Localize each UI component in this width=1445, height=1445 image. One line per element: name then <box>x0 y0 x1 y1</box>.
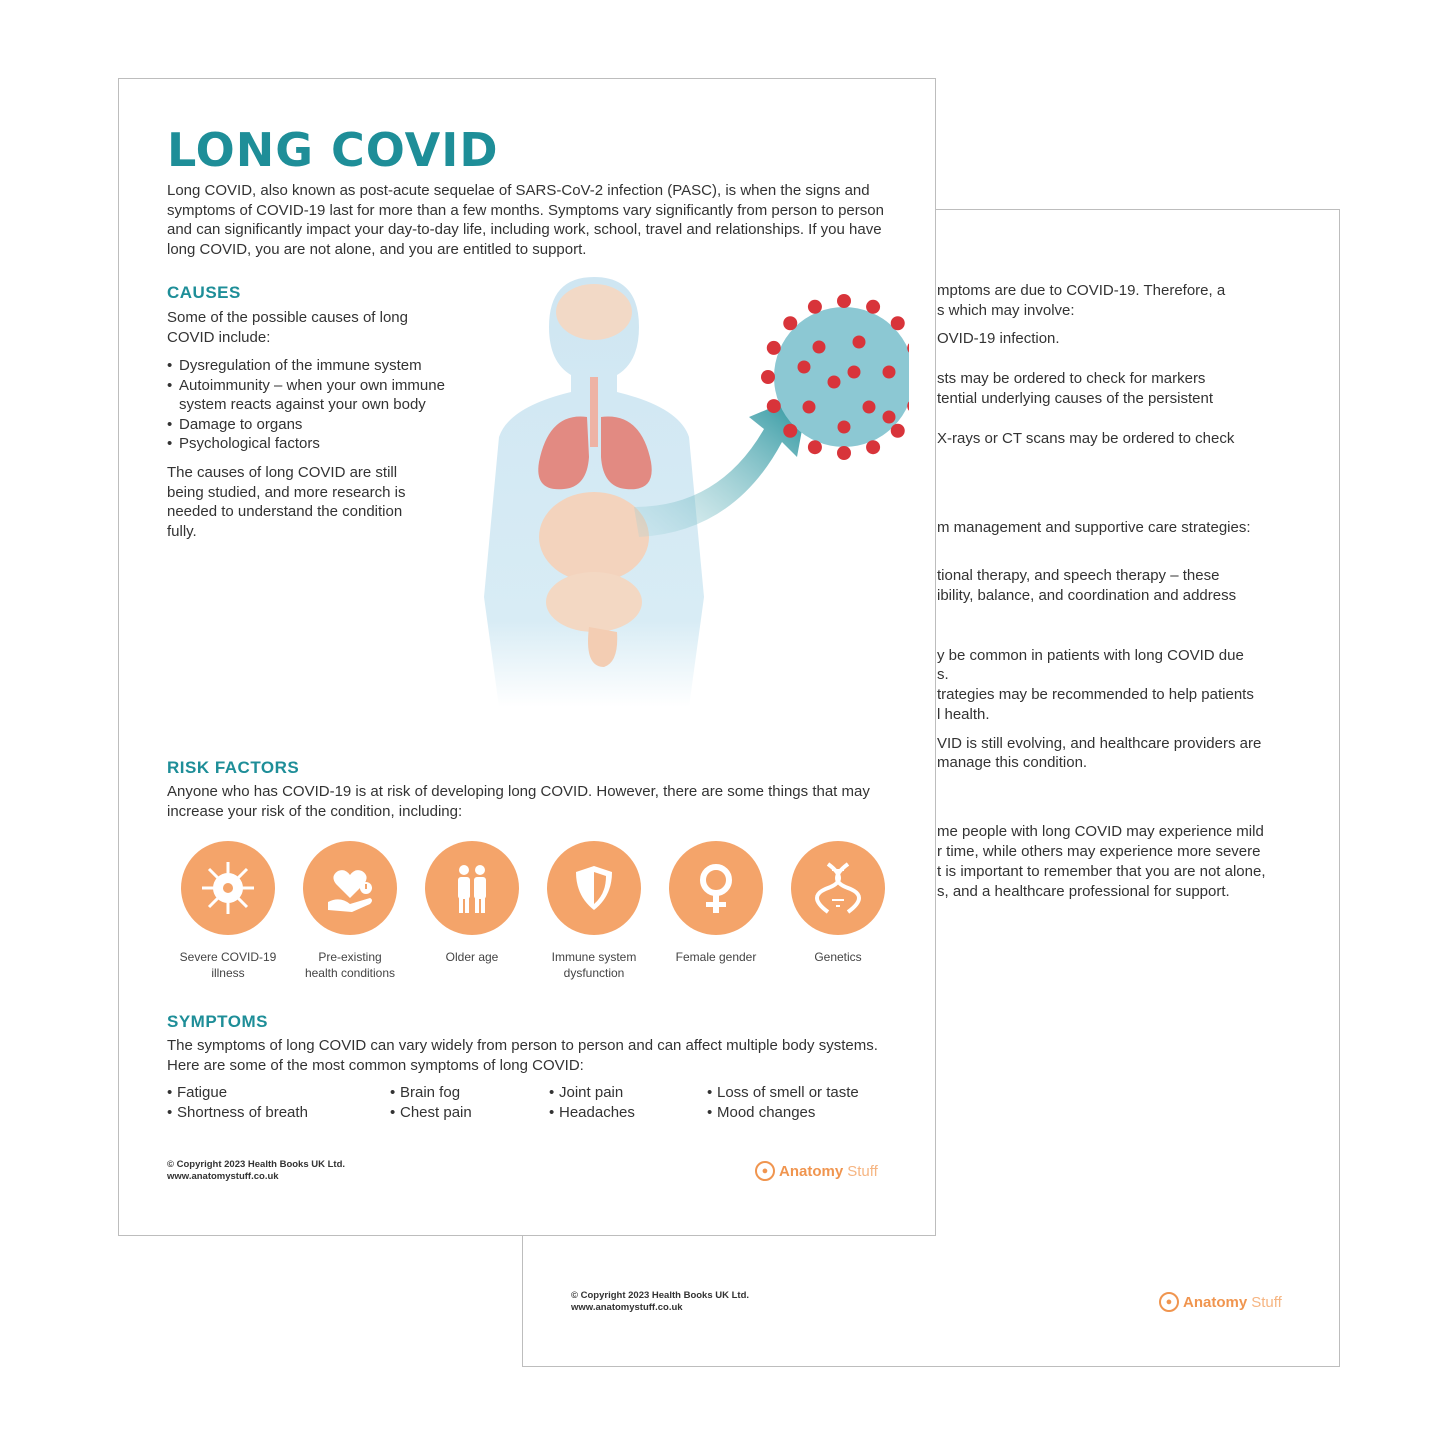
dna-icon <box>791 841 885 935</box>
back-copyright <box>571 1290 749 1314</box>
female-symbol-icon <box>669 841 763 935</box>
front-page <box>118 78 936 1236</box>
back-text-line: t is important to remember that you are not alone, <box>937 863 1266 880</box>
elderly-couple-icon <box>425 841 519 935</box>
symptoms-heading: SYMPTOMS <box>167 1012 268 1031</box>
back-text-line: y be common in patients with long COVID due <box>937 647 1244 664</box>
back-text-line: l health. <box>937 706 990 723</box>
body-virus-illustration <box>389 267 909 707</box>
risk-factors-heading: RISK FACTORS <box>167 758 300 777</box>
list-item: • Psychological factors <box>167 434 487 454</box>
back-text-line: X-rays or CT scans may be ordered to check <box>937 430 1235 447</box>
list-item: • Brain fog <box>390 1083 472 1103</box>
brand-light-text: Stuff <box>1251 1293 1282 1311</box>
back-text-line: s which may involve: <box>937 302 1075 319</box>
risk-label: Female gender <box>675 950 757 964</box>
front-copyright <box>167 1159 345 1183</box>
back-brand-logo <box>1159 1292 1282 1312</box>
brand-light-text: Stuff <box>847 1162 878 1180</box>
risk-item-severe-covid <box>167 841 289 981</box>
shield-icon <box>547 841 641 935</box>
list-item: • Fatigue <box>167 1083 308 1103</box>
list-item: • Autoimmunity – when your own immune system reacts against your own body <box>167 376 487 415</box>
anatomystuff-logo-icon: ● <box>755 1161 775 1181</box>
copyright-text: © Copyright 2023 Health Books UK Ltd. <box>167 1159 346 1170</box>
list-item: • Joint pain <box>549 1083 635 1103</box>
list-item: • Mood changes <box>707 1103 859 1123</box>
list-item: • Loss of smell or taste <box>707 1083 859 1103</box>
symptoms-column-2 <box>390 1083 472 1123</box>
list-item: • Dysregulation of the immune system <box>167 356 487 376</box>
back-text-line: sts may be ordered to check for markers <box>937 370 1206 387</box>
page-title: LONG COVID <box>167 123 499 177</box>
front-brand-logo <box>755 1161 878 1181</box>
back-text-line: r time, while others may experience more severe <box>937 843 1261 860</box>
risk-item-genetics <box>777 841 899 965</box>
back-text-line: OVID-19 infection. <box>937 330 1060 347</box>
list-item: • Chest pain <box>390 1103 472 1123</box>
heart-hand-icon <box>303 841 397 935</box>
back-text-line: manage this condition. <box>937 754 1088 771</box>
symptoms-column-3 <box>549 1083 635 1123</box>
risk-label: Pre-existing health conditions <box>304 950 396 980</box>
back-text-line: ibility, balance, and coordination and address <box>937 587 1237 604</box>
anatomystuff-logo-icon: ● <box>1159 1292 1179 1312</box>
back-text-line: s, and a healthcare professional for support. <box>937 883 1230 900</box>
back-text-line: tional therapy, and speech therapy – these <box>937 567 1220 584</box>
risk-label: Genetics <box>814 950 862 964</box>
back-text-line: s. <box>937 666 949 683</box>
causes-closing: The causes of long COVID are still being studied, and more research is needed to understand the condition fully. <box>167 464 406 540</box>
risk-label: Older age <box>445 950 499 964</box>
causes-heading: CAUSES <box>167 283 241 302</box>
list-item: • Shortness of breath <box>167 1103 308 1123</box>
brand-bold-text: Anatomy <box>1183 1293 1248 1311</box>
brain-icon <box>556 284 632 340</box>
risk-label: Severe COVID-19 illness <box>179 950 277 980</box>
back-text-line: m management and supportive care strategies: <box>937 519 1251 536</box>
risk-factors-icons <box>167 841 897 991</box>
causes-lead: Some of the possible causes of long COVID include: <box>167 309 408 346</box>
back-text-line: trategies may be recommended to help patients <box>937 686 1254 703</box>
risk-item-immune <box>533 841 655 981</box>
back-text-line: mptoms are due to COVID-19. Therefore, a <box>937 282 1226 299</box>
copyright-text: © Copyright 2023 Health Books UK Ltd. <box>571 1290 750 1301</box>
website-text: www.anatomystuff.co.uk <box>571 1302 683 1313</box>
symptoms-column-1 <box>167 1083 308 1123</box>
risk-item-older-age <box>411 841 533 965</box>
symptoms-column-4 <box>707 1083 859 1123</box>
risk-factors-lead: Anyone who has COVID-19 is at risk of developing long COVID. However, there are some things that may increase your risk of the condition, including: <box>167 783 870 820</box>
back-text-line: VID is still evolving, and healthcare providers are <box>937 735 1262 752</box>
intro-paragraph: Long COVID, also known as post-acute sequelae of SARS-CoV-2 infection (PASC), is when the signs and symptoms of COVID-19 last for more than a few months. Symptoms vary significantly from person to person and can significantly impact your day-to-day life, including work, school, travel and relationships. If you have long COVID, you are not alone, and you are entitled to support. <box>167 182 884 258</box>
list-item: • Headaches <box>549 1103 635 1123</box>
list-item: • Damage to organs <box>167 415 487 435</box>
back-text-line: tential underlying causes of the persistent <box>937 390 1213 407</box>
virus-icon <box>181 841 275 935</box>
brand-bold-text: Anatomy <box>779 1162 844 1180</box>
symptoms-lead: The symptoms of long COVID can vary widely from person to person and can affect multiple body systems. Here are some of the most common symptoms of long COVID: <box>167 1037 878 1074</box>
risk-item-pre-existing <box>289 841 411 981</box>
risk-label: Immune system dysfunction <box>551 950 637 980</box>
website-text: www.anatomystuff.co.uk <box>167 1171 279 1182</box>
risk-item-female <box>655 841 777 965</box>
back-text-line: me people with long COVID may experience mild <box>937 823 1264 840</box>
